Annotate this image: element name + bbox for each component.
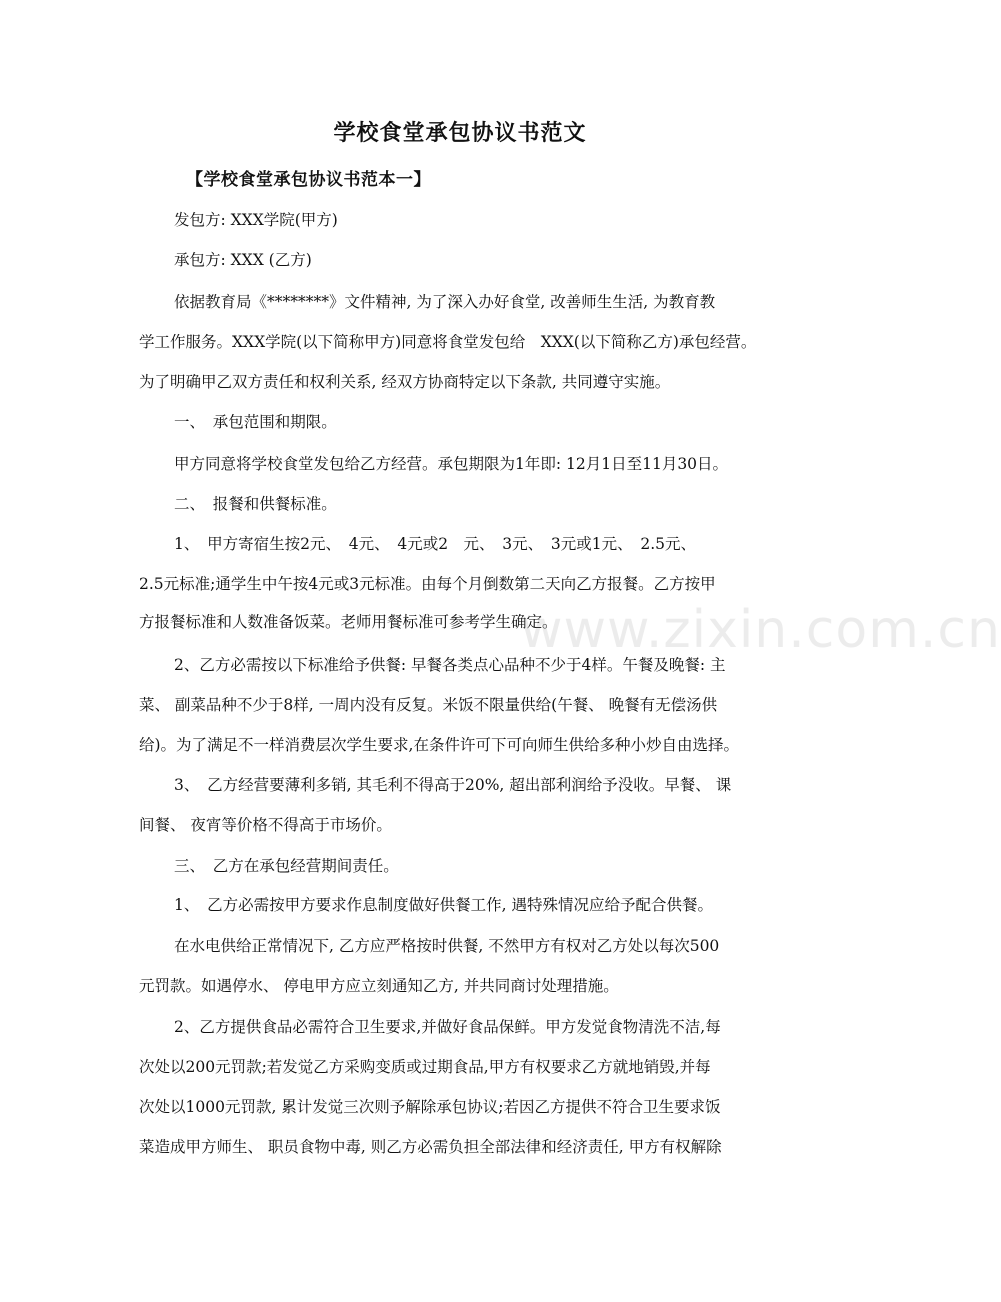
paragraph-line: 2、乙方必需按以下标准给予供餐: 早餐各类点心品种不少于4样。午餐及晚餐: 主 — [174, 656, 726, 674]
paragraph-line: 2、乙方提供食品必需符合卫生要求,并做好食品保鲜。甲方发觉食物清洗不洁,每 — [174, 1018, 721, 1036]
paragraph-line: 元罚款。如遇停水、 停电甲方应立刻通知乙方, 并共同商讨处理措施。 — [139, 977, 619, 995]
party-a-line: 发包方: XXX学院(甲方) — [174, 211, 338, 229]
paragraph-line: 1、 乙方必需按甲方要求作息制度做好供餐工作, 遇特殊情况应给予配合供餐。 — [174, 896, 713, 914]
paragraph-line: 学工作服务。XXX学院(以下简称甲方)同意将食堂发包给 XXX(以下简称乙方)承包经营。 — [139, 333, 757, 351]
paragraph-line: 为了明确甲乙双方责任和权利关系, 经双方协商特定以下条款, 共同遵守实施。 — [139, 373, 671, 391]
paragraph-line: 次处以1000元罚款, 累计发觉三次则予解除承包协议;若因乙方提供不符合卫生要求饭 — [139, 1098, 721, 1116]
paragraph-line: 3、 乙方经营要薄利多销, 其毛利不得高于20%, 超出部利润给予没收。早餐、 课 — [174, 776, 732, 794]
paragraph-line: 1、 甲方寄宿生按2元、 4元、 4元或2 元、 3元、 3元或1元、 2.5元、 — [174, 535, 697, 553]
paragraph-line: 甲方同意将学校食堂发包给乙方经营。承包期限为1年即: 12月1日至11月30日。 — [174, 455, 729, 473]
section-heading: 三、 乙方在承包经营期间责任。 — [174, 857, 399, 875]
paragraph-line: 菜、 副菜品种不少于8样, 一周内没有反复。米饭不限量供给(午餐、 晚餐有无偿汤供 — [139, 696, 718, 714]
section-heading: 一、 承包范围和期限。 — [174, 413, 337, 431]
paragraph-line: 次处以200元罚款;若发觉乙方采购变质或过期食品,甲方有权要求乙方就地销毁,并每 — [139, 1058, 711, 1076]
paragraph-line: 在水电供给正常情况下, 乙方应严格按时供餐, 不然甲方有权对乙方处以每次500 — [174, 937, 720, 955]
paragraph-line: 给)。为了满足不一样消费层次学生要求,在条件许可下可向师生供给多种小炒自由选择。 — [139, 736, 739, 754]
paragraph-line: 菜造成甲方师生、 职员食物中毒, 则乙方必需负担全部法律和经济责任, 甲方有权解除 — [139, 1138, 722, 1156]
paragraph-line: 2.5元标准;通学生中午按4元或3元标准。由每个月倒数第二天向乙方报餐。乙方按甲 — [139, 575, 716, 593]
section-heading: 二、 报餐和供餐标准。 — [174, 495, 337, 513]
document-subtitle: 【学校食堂承包协议书范本一】 — [186, 170, 431, 190]
paragraph-line: 方报餐标准和人数准备饭菜。老师用餐标准可参考学生确定。 — [139, 613, 558, 631]
party-b-line: 承包方: XXX (乙方) — [174, 251, 312, 269]
watermark: www.zixin.com.cn — [520, 600, 1001, 660]
paragraph-line: 间餐、 夜宵等价格不得高于市场价。 — [139, 816, 392, 834]
paragraph-line: 依据教育局《********》文件精神, 为了深入办好食堂, 改善师生生活, 为教育教 — [174, 293, 716, 311]
document-title: 学校食堂承包协议书范文 — [333, 121, 587, 146]
